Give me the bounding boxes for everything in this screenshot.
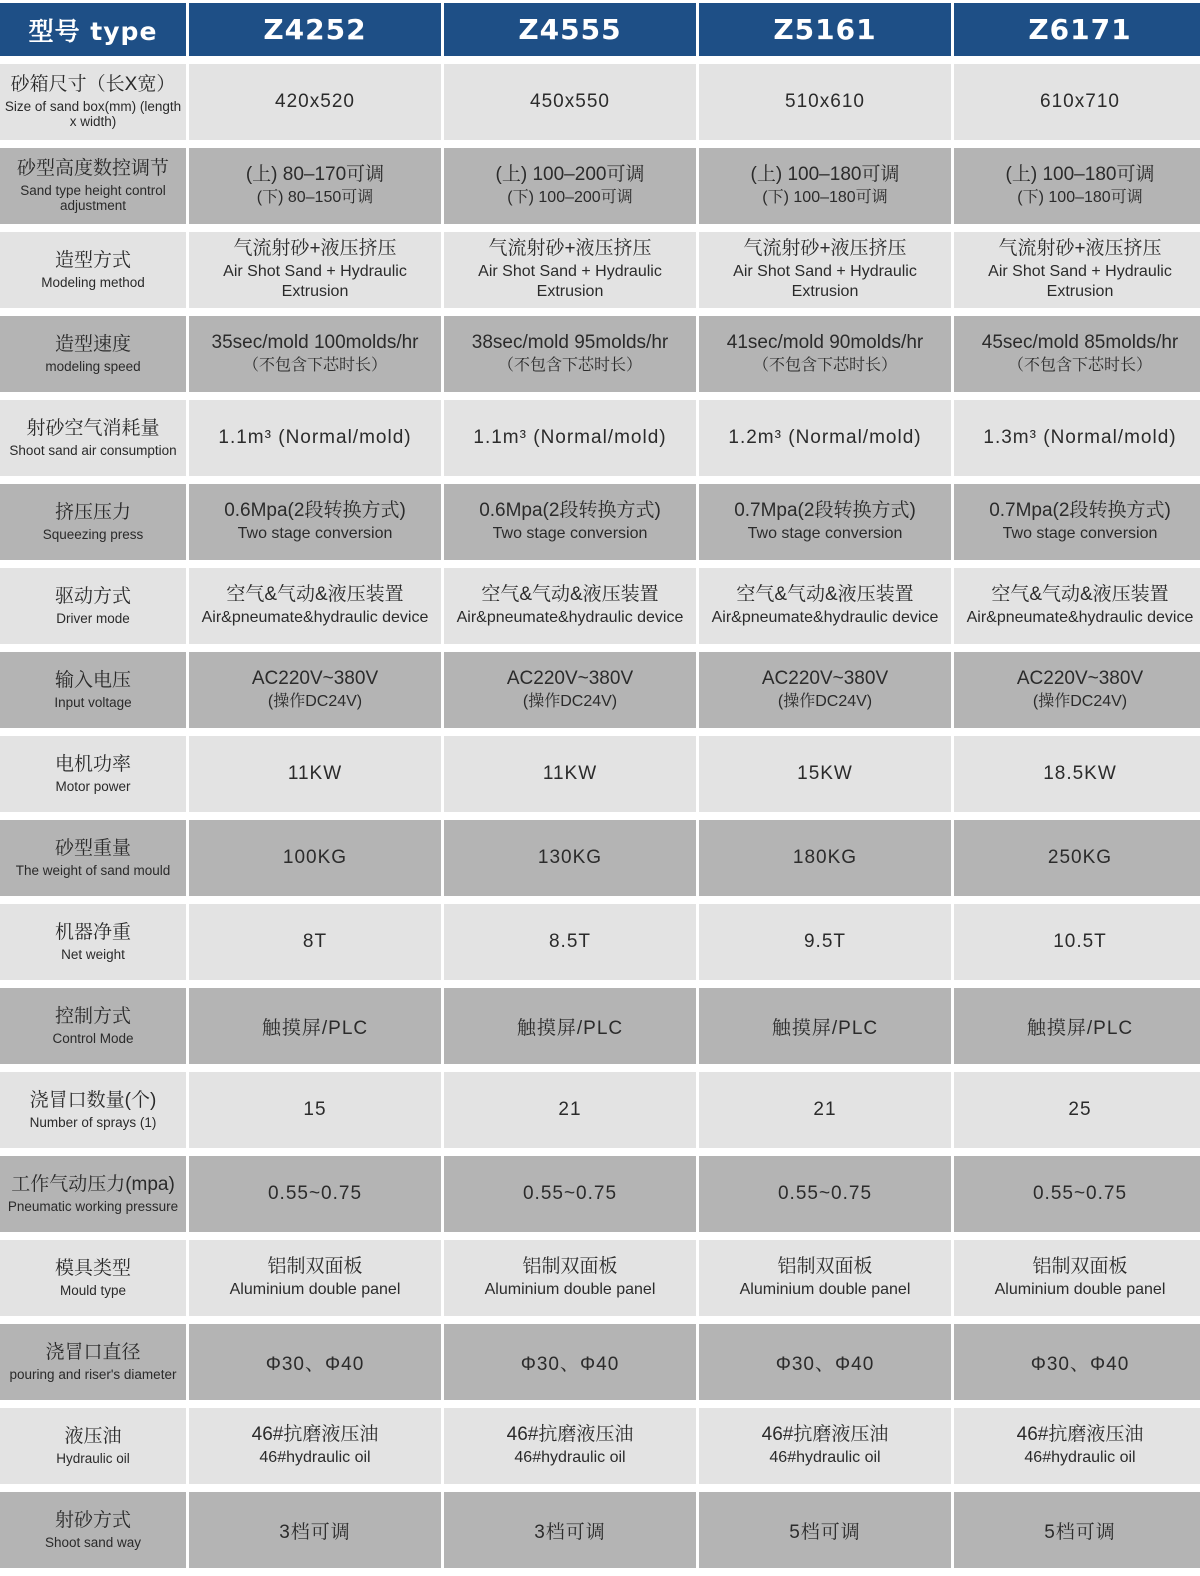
spec-value-cell xyxy=(444,904,696,980)
spec-value-cell xyxy=(189,232,441,308)
spec-label-en: Number of sprays (1) xyxy=(29,1114,157,1130)
spec-value-cell xyxy=(444,1408,696,1484)
model-header: Z4555 xyxy=(444,3,696,56)
spec-value-line: 46#hydraulic oil xyxy=(259,1448,371,1466)
spec-row xyxy=(0,568,1200,644)
spec-label-cell xyxy=(0,64,186,140)
spec-value-cell xyxy=(954,568,1200,644)
spec-value-cell xyxy=(189,316,441,392)
spec-label-en: modeling speed xyxy=(45,358,141,374)
spec-value-line: 38sec/mold 95molds/hr xyxy=(471,332,669,354)
spec-value-line: 41sec/mold 90molds/hr xyxy=(726,332,924,354)
spec-value-cell xyxy=(954,1492,1200,1568)
spec-value-line: 46#抗磨液压油 xyxy=(1016,1424,1144,1446)
spec-value-cell xyxy=(444,64,696,140)
spec-value-line: Air&pneumate&hydraulic device xyxy=(966,608,1194,626)
spec-value-cell xyxy=(444,736,696,812)
spec-row xyxy=(0,1408,1200,1484)
spec-label-zh: 挤压压力 xyxy=(54,501,131,523)
spec-label-en: pouring and riser's diameter xyxy=(9,1366,177,1382)
spec-value-cell xyxy=(699,1240,951,1316)
spec-value-cell xyxy=(444,232,696,308)
spec-label-en: Control Mode xyxy=(52,1030,134,1046)
spec-label-en: Input voltage xyxy=(54,694,132,710)
spec-value-line: 0.55~0.75 xyxy=(267,1183,363,1204)
spec-value-cell xyxy=(699,568,951,644)
spec-value-line: 空气&气动&液压装置 xyxy=(226,584,404,606)
spec-value-cell xyxy=(444,1240,696,1316)
spec-value-line: 21 xyxy=(558,1099,582,1120)
spec-value-line: Aluminium double panel xyxy=(229,1280,401,1298)
spec-label-cell xyxy=(0,232,186,308)
spec-value-line: 触摸屏/PLC xyxy=(261,1017,369,1039)
spec-row xyxy=(0,904,1200,980)
spec-value-line: 180KG xyxy=(792,847,858,868)
spec-value-line: 46#hydraulic oil xyxy=(769,1448,881,1466)
spec-label-zh: 机器净重 xyxy=(54,921,131,943)
spec-value-cell xyxy=(189,904,441,980)
spec-value-cell xyxy=(444,148,696,224)
spec-value-line: 0.6Mpa(2段转换方式) xyxy=(224,500,406,522)
spec-value-cell xyxy=(954,316,1200,392)
spec-value-line: （不包含下芯时长） xyxy=(1007,356,1152,374)
spec-label-cell xyxy=(0,484,186,560)
spec-value-line: 11KW xyxy=(287,763,343,784)
spec-value-line: 35sec/mold 100molds/hr xyxy=(211,332,419,354)
spec-row xyxy=(0,400,1200,476)
spec-value-cell xyxy=(189,1324,441,1400)
spec-value-cell xyxy=(189,1156,441,1232)
spec-value-cell xyxy=(189,1240,441,1316)
spec-value-line: 510x610 xyxy=(785,91,865,112)
spec-label-zh: 模具类型 xyxy=(54,1257,131,1279)
spec-value-cell xyxy=(699,316,951,392)
spec-value-line: AC220V~380V xyxy=(761,668,889,690)
spec-value-cell xyxy=(954,1072,1200,1148)
spec-value-line: 45sec/mold 85molds/hr xyxy=(981,332,1179,354)
spec-value-line: 130KG xyxy=(537,847,603,868)
spec-value-line: Air Shot Sand + Hydraulic Extrusion xyxy=(733,262,917,301)
spec-value-cell xyxy=(699,904,951,980)
spec-value-line: 1.2m³ (Normal/mold) xyxy=(728,427,922,448)
spec-value-line: (操作DC24V) xyxy=(1032,692,1128,710)
spec-value-cell xyxy=(189,652,441,728)
spec-value-cell xyxy=(444,1492,696,1568)
spec-value-line: 0.55~0.75 xyxy=(522,1183,618,1204)
spec-value-cell xyxy=(954,1156,1200,1232)
spec-label-zh: 造型方式 xyxy=(54,249,131,271)
spec-value-line: 3档可调 xyxy=(279,1521,351,1543)
spec-value-cell xyxy=(954,148,1200,224)
spec-label-en: Net weight xyxy=(61,946,125,962)
spec-value-cell xyxy=(189,568,441,644)
spec-value-line: 铝制双面板 xyxy=(522,1256,618,1278)
spec-value-line: 25 xyxy=(1068,1099,1092,1120)
spec-label-en: Pneumatic working pressure xyxy=(7,1198,179,1214)
spec-value-line: (下) 100–180可调 xyxy=(762,188,888,206)
spec-value-line: Air&pneumate&hydraulic device xyxy=(711,608,939,626)
spec-value-line: (下) 100–180可调 xyxy=(1017,188,1143,206)
spec-value-line: Two stage conversion xyxy=(492,524,648,542)
spec-value-cell xyxy=(699,988,951,1064)
spec-label-cell xyxy=(0,1156,186,1232)
model-header: Z6171 xyxy=(954,3,1200,56)
spec-value-line: (下) 100–200可调 xyxy=(507,188,633,206)
spec-row xyxy=(0,652,1200,728)
spec-value-line: (上) 80–170可调 xyxy=(245,164,385,186)
spec-label-zh: 砂型重量 xyxy=(54,837,131,859)
spec-value-line: 1.1m³ (Normal/mold) xyxy=(473,427,667,448)
spec-value-line: 铝制双面板 xyxy=(267,1256,363,1278)
spec-value-line: (上) 100–200可调 xyxy=(495,164,645,186)
type-header: 型号 type xyxy=(0,3,186,56)
spec-value-line: 气流射砂+液压挤压 xyxy=(998,237,1162,259)
spec-label-en: Shoot sand way xyxy=(44,1534,142,1550)
spec-row xyxy=(0,316,1200,392)
spec-value-cell xyxy=(699,1156,951,1232)
spec-value-cell xyxy=(444,1072,696,1148)
spec-label-cell xyxy=(0,1240,186,1316)
spec-value-line: (上) 100–180可调 xyxy=(750,164,900,186)
spec-value-cell xyxy=(444,316,696,392)
spec-label-cell xyxy=(0,736,186,812)
spec-value-line: (下) 80–150可调 xyxy=(256,188,374,206)
spec-label-zh: 砂型高度数控调节 xyxy=(16,158,169,180)
spec-row xyxy=(0,1492,1200,1568)
spec-label-cell xyxy=(0,1408,186,1484)
spec-value-cell xyxy=(699,1408,951,1484)
spec-row xyxy=(0,232,1200,308)
spec-value-line: AC220V~380V xyxy=(251,668,379,690)
spec-value-line: 9.5T xyxy=(803,931,847,952)
spec-label-cell xyxy=(0,1072,186,1148)
spec-value-line: 11KW xyxy=(542,763,598,784)
spec-value-line: 5档可调 xyxy=(789,1521,861,1543)
spec-value-cell xyxy=(699,232,951,308)
spec-label-zh: 浇冒口直径 xyxy=(45,1341,141,1363)
spec-label-cell xyxy=(0,988,186,1064)
spec-row xyxy=(0,1072,1200,1148)
spec-value-cell xyxy=(444,988,696,1064)
spec-label-zh: 液压油 xyxy=(64,1425,122,1447)
spec-value-cell xyxy=(189,1072,441,1148)
spec-value-line: 250KG xyxy=(1047,847,1113,868)
spec-value-line: 触摸屏/PLC xyxy=(771,1017,879,1039)
spec-value-line: 空气&气动&液压装置 xyxy=(481,584,659,606)
spec-value-line: (操作DC24V) xyxy=(777,692,873,710)
spec-row xyxy=(0,148,1200,224)
spec-label-zh: 工作气动压力(mpa) xyxy=(11,1173,175,1195)
spec-value-cell xyxy=(954,1240,1200,1316)
spec-value-line: 0.7Mpa(2段转换方式) xyxy=(734,500,916,522)
model-header: Z4252 xyxy=(189,3,441,56)
spec-value-line: 610x710 xyxy=(1040,91,1120,112)
spec-value-cell xyxy=(699,484,951,560)
spec-value-cell xyxy=(954,64,1200,140)
spec-label-en: Driver mode xyxy=(56,610,130,626)
spec-value-line: 空气&气动&液压装置 xyxy=(991,584,1169,606)
spec-value-line: 气流射砂+液压挤压 xyxy=(488,237,652,259)
spec-row xyxy=(0,1156,1200,1232)
spec-label-en: Sand type height control adjustment xyxy=(20,182,166,214)
spec-value-line: 气流射砂+液压挤压 xyxy=(233,237,397,259)
spec-value-cell xyxy=(444,1324,696,1400)
spec-label-zh: 射砂方式 xyxy=(54,1509,131,1531)
spec-label-cell xyxy=(0,148,186,224)
spec-value-cell xyxy=(444,568,696,644)
spec-value-line: 5档可调 xyxy=(1044,1521,1116,1543)
spec-value-cell xyxy=(699,64,951,140)
spec-value-cell xyxy=(444,1156,696,1232)
spec-value-cell xyxy=(189,1492,441,1568)
spec-label-zh: 输入电压 xyxy=(54,669,131,691)
spec-label-en: Modeling method xyxy=(41,274,145,290)
spec-value-line: （不包含下芯时长） xyxy=(497,356,642,374)
spec-value-line: （不包含下芯时长） xyxy=(752,356,897,374)
spec-value-line: 46#抗磨液压油 xyxy=(506,1424,634,1446)
spec-value-cell xyxy=(699,148,951,224)
spec-value-line: 0.7Mpa(2段转换方式) xyxy=(989,500,1171,522)
spec-value-line: Air&pneumate&hydraulic device xyxy=(201,608,429,626)
spec-value-line: 46#hydraulic oil xyxy=(1024,1448,1136,1466)
spec-label-en: Size of sand box(mm) (length x width) xyxy=(4,98,182,130)
spec-row xyxy=(0,1324,1200,1400)
spec-label-zh: 电机功率 xyxy=(54,753,131,775)
spec-value-line: Aluminium double panel xyxy=(739,1280,911,1298)
spec-value-cell xyxy=(189,400,441,476)
spec-value-cell xyxy=(954,232,1200,308)
spec-value-cell xyxy=(699,1324,951,1400)
spec-value-line: 铝制双面板 xyxy=(777,1256,873,1278)
spec-value-cell xyxy=(954,400,1200,476)
spec-value-line: 10.5T xyxy=(1053,931,1107,952)
spec-value-line: 0.55~0.75 xyxy=(777,1183,873,1204)
spec-label-cell xyxy=(0,652,186,728)
spec-value-line: Air&pneumate&hydraulic device xyxy=(456,608,684,626)
model-header: Z5161 xyxy=(699,3,951,56)
spec-value-cell xyxy=(444,484,696,560)
spec-value-line: 100KG xyxy=(282,847,348,868)
spec-label-en: Shoot sand air consumption xyxy=(9,442,177,458)
spec-value-line: 触摸屏/PLC xyxy=(1026,1017,1134,1039)
spec-value-line: (操作DC24V) xyxy=(522,692,618,710)
spec-value-cell xyxy=(954,988,1200,1064)
spec-value-line: 铝制双面板 xyxy=(1032,1256,1128,1278)
spec-value-cell xyxy=(699,820,951,896)
spec-label-cell xyxy=(0,904,186,980)
spec-label-zh: 砂箱尺寸（长X宽） xyxy=(10,74,176,96)
spec-value-line: 空气&气动&液压装置 xyxy=(736,584,914,606)
spec-value-cell xyxy=(189,1408,441,1484)
spec-label-zh: 射砂空气消耗量 xyxy=(26,417,160,439)
spec-value-cell xyxy=(444,652,696,728)
spec-label-cell xyxy=(0,1324,186,1400)
spec-value-line: 0.6Mpa(2段转换方式) xyxy=(479,500,661,522)
spec-value-line: 18.5KW xyxy=(1043,763,1117,784)
spec-value-line: Two stage conversion xyxy=(237,524,393,542)
spec-row xyxy=(0,988,1200,1064)
spec-value-line: Φ30、Φ40 xyxy=(265,1353,365,1375)
spec-label-en: The weight of sand mould xyxy=(15,862,171,878)
spec-value-line: Air Shot Sand + Hydraulic Extrusion xyxy=(988,262,1172,301)
spec-label-cell xyxy=(0,1492,186,1568)
spec-value-cell xyxy=(954,820,1200,896)
spec-label-zh: 浇冒口数量(个) xyxy=(29,1089,157,1111)
spec-value-line: 1.1m³ (Normal/mold) xyxy=(218,427,412,448)
spec-value-cell xyxy=(189,484,441,560)
spec-value-cell xyxy=(699,400,951,476)
spec-value-line: 46#hydraulic oil xyxy=(514,1448,626,1466)
spec-value-cell xyxy=(954,904,1200,980)
spec-value-line: 8.5T xyxy=(548,931,592,952)
spec-label-en: Hydraulic oil xyxy=(56,1450,130,1466)
spec-value-line: Aluminium double panel xyxy=(484,1280,656,1298)
spec-value-line: AC220V~380V xyxy=(506,668,634,690)
spec-label-en: Squeezing press xyxy=(42,526,144,542)
spec-value-line: Φ30、Φ40 xyxy=(520,1353,620,1375)
spec-value-line: 15KW xyxy=(797,763,853,784)
spec-value-line: (操作DC24V) xyxy=(267,692,363,710)
spec-value-cell xyxy=(189,736,441,812)
spec-value-cell xyxy=(699,1492,951,1568)
spec-value-line: 21 xyxy=(813,1099,837,1120)
spec-value-cell xyxy=(699,1072,951,1148)
spec-value-line: 0.55~0.75 xyxy=(1032,1183,1128,1204)
spec-value-line: 15 xyxy=(303,1099,327,1120)
spec-value-line: 46#抗磨液压油 xyxy=(761,1424,889,1446)
spec-value-cell xyxy=(954,484,1200,560)
spec-value-cell xyxy=(444,820,696,896)
spec-value-cell xyxy=(954,1408,1200,1484)
header-row xyxy=(0,3,1200,56)
spec-value-cell xyxy=(189,148,441,224)
spec-value-cell xyxy=(699,736,951,812)
spec-value-line: 1.3m³ (Normal/mold) xyxy=(983,427,1177,448)
spec-label-cell xyxy=(0,820,186,896)
spec-label-cell xyxy=(0,568,186,644)
spec-row xyxy=(0,736,1200,812)
spec-row xyxy=(0,1240,1200,1316)
spec-value-line: Φ30、Φ40 xyxy=(775,1353,875,1375)
spec-label-zh: 造型速度 xyxy=(54,333,131,355)
spec-value-line: 3档可调 xyxy=(534,1521,606,1543)
spec-value-line: Air Shot Sand + Hydraulic Extrusion xyxy=(223,262,407,301)
spec-value-line: (上) 100–180可调 xyxy=(1005,164,1155,186)
spec-value-line: 420x520 xyxy=(275,91,355,112)
spec-value-cell xyxy=(954,652,1200,728)
spec-value-line: 8T xyxy=(302,931,328,952)
spec-value-line: Aluminium double panel xyxy=(994,1280,1166,1298)
spec-value-cell xyxy=(954,736,1200,812)
spec-value-line: AC220V~380V xyxy=(1016,668,1144,690)
spec-label-zh: 控制方式 xyxy=(54,1005,131,1027)
spec-value-line: 气流射砂+液压挤压 xyxy=(743,237,907,259)
spec-value-line: 46#抗磨液压油 xyxy=(251,1424,379,1446)
spec-value-line: 450x550 xyxy=(530,91,610,112)
spec-value-line: Φ30、Φ40 xyxy=(1030,1353,1130,1375)
spec-value-line: Two stage conversion xyxy=(747,524,903,542)
spec-value-cell xyxy=(954,1324,1200,1400)
spec-label-cell xyxy=(0,400,186,476)
spec-value-line: Two stage conversion xyxy=(1002,524,1158,542)
spec-label-en: Mould type xyxy=(59,1282,127,1298)
spec-value-cell xyxy=(444,400,696,476)
spec-value-cell xyxy=(189,64,441,140)
spec-row xyxy=(0,64,1200,140)
spec-label-zh: 驱动方式 xyxy=(54,585,131,607)
spec-label-en: Motor power xyxy=(55,778,131,794)
spec-row xyxy=(0,484,1200,560)
spec-body xyxy=(0,64,1200,1568)
spec-value-cell xyxy=(189,820,441,896)
spec-value-line: （不包含下芯时长） xyxy=(242,356,387,374)
spec-value-line: 触摸屏/PLC xyxy=(516,1017,624,1039)
spec-value-line: Air Shot Sand + Hydraulic Extrusion xyxy=(478,262,662,301)
spec-row xyxy=(0,820,1200,896)
spec-value-cell xyxy=(699,652,951,728)
spec-label-cell xyxy=(0,316,186,392)
spec-value-cell xyxy=(189,988,441,1064)
